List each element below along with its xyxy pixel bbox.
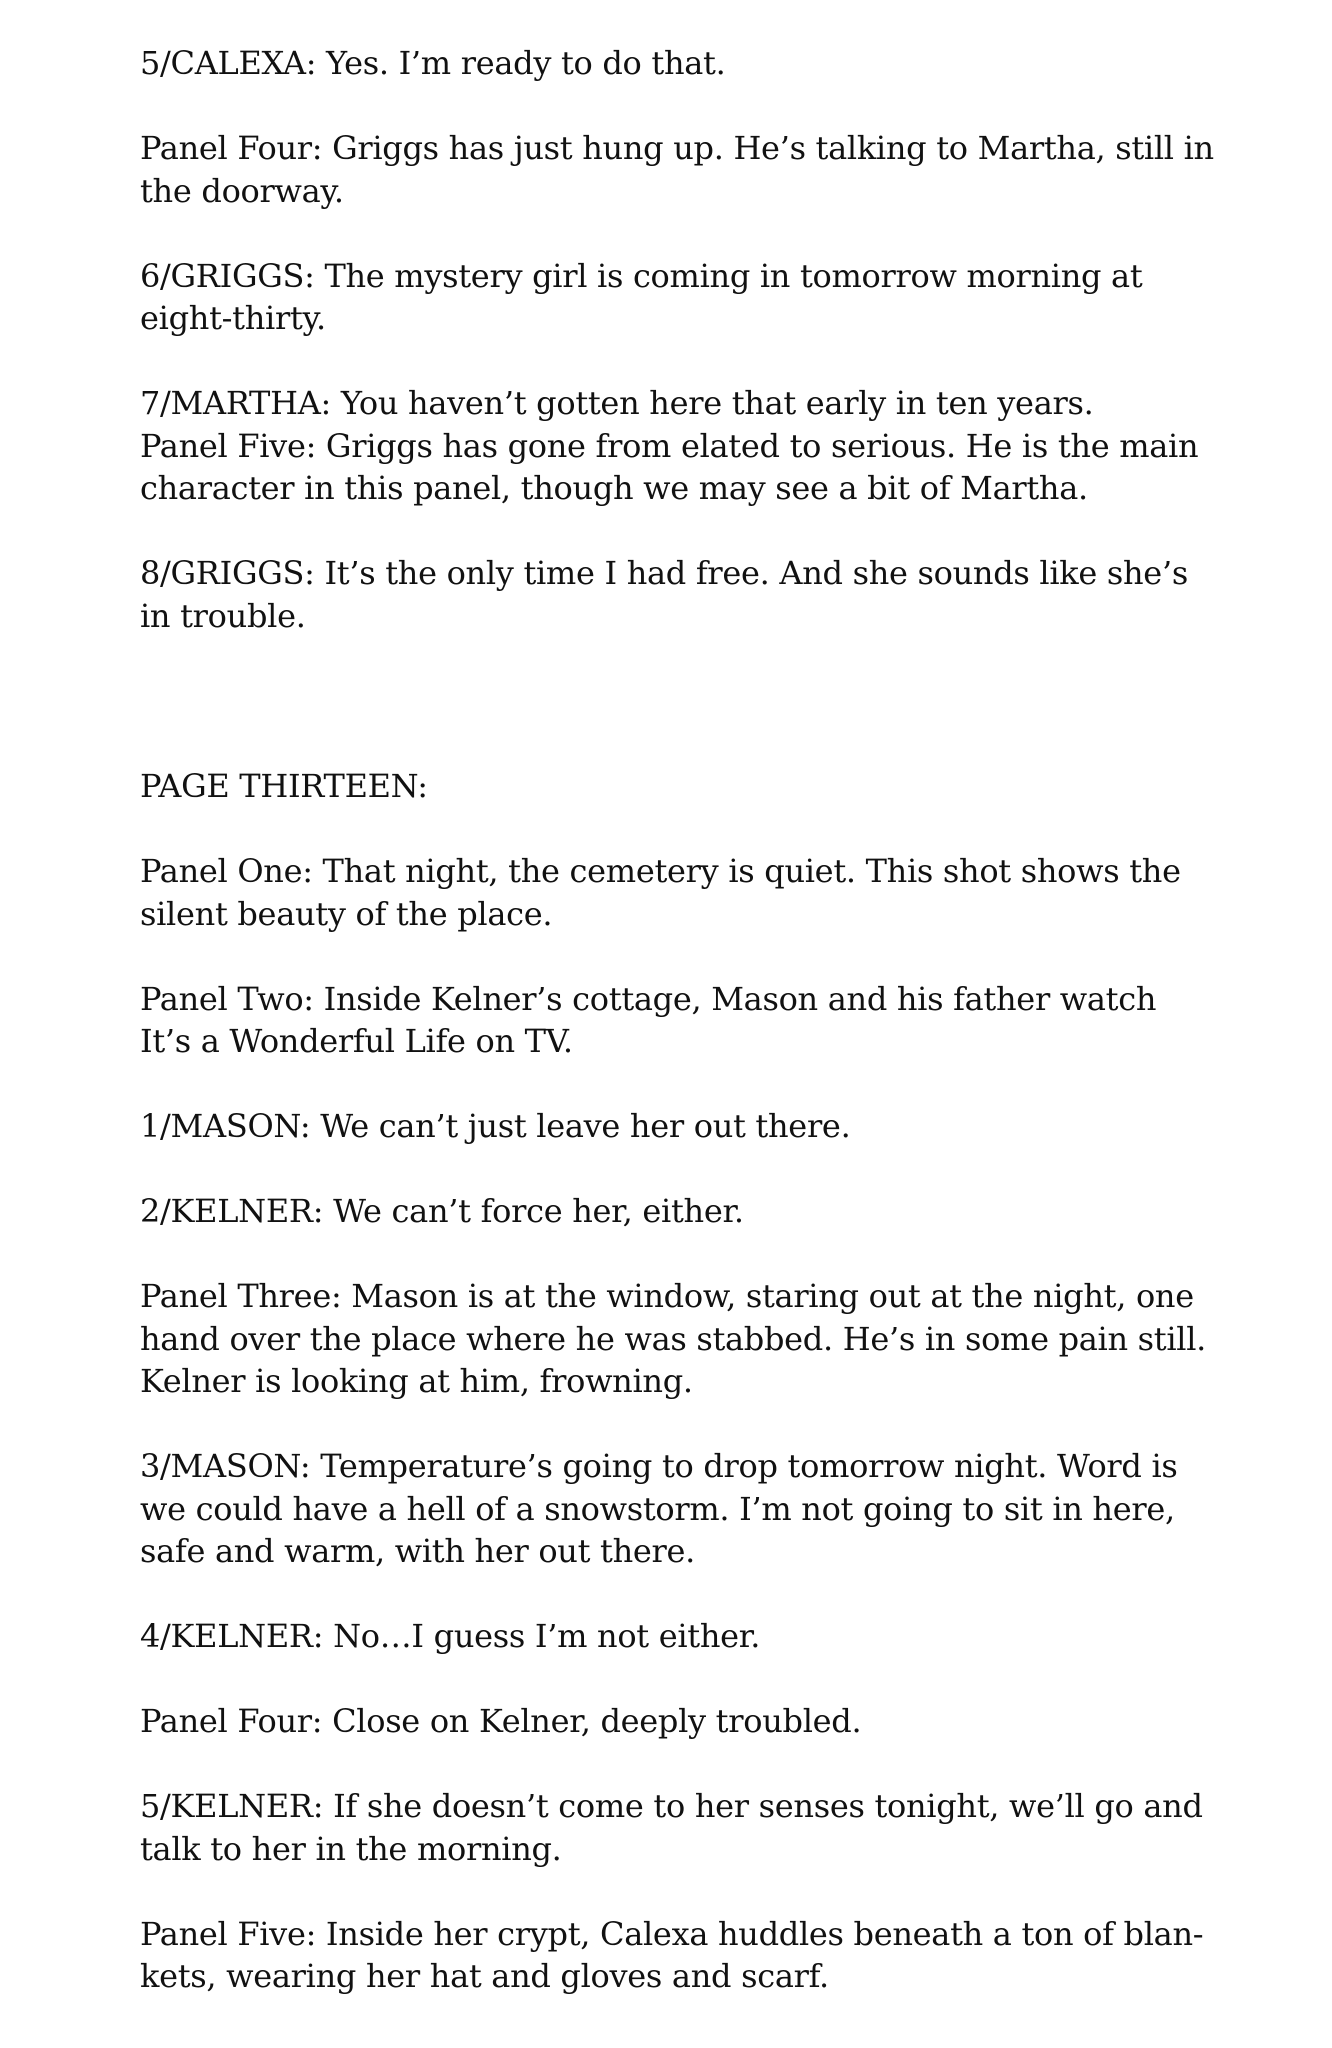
panel-two-description: [140, 978, 1290, 1063]
text-line: in trouble.: [140, 596, 306, 635]
dialogue-martha-7: [140, 382, 1290, 425]
dialogue-mason-1: [140, 1105, 1290, 1148]
text-line: 8/GRIGGS: It’s the only time I had free. And she sounds like she’s: [140, 554, 1188, 592]
text-line: talk to her in the morning.: [140, 1829, 562, 1868]
text-line: 6/GRIGGS: The mystery girl is coming in tomorrow morning at: [140, 256, 1143, 295]
panel-one-description: [140, 850, 1290, 935]
text-line: 1/MASON: We can’t just leave her out there.: [140, 1107, 851, 1145]
panel-four-description: [140, 127, 1290, 212]
dialogue-griggs-6: [140, 255, 1290, 340]
script-page: [140, 42, 1290, 2040]
panel-five-description: [140, 425, 1290, 510]
text-line: kets, wearing her hat and gloves and scarf.: [140, 1957, 829, 1995]
text-line: 7/MARTHA: You haven’t gotten here that early in ten years.: [140, 384, 1094, 422]
text-line: Panel Four: Close on Kelner, deeply troubled.: [140, 1702, 862, 1740]
dialogue-mason-3: [140, 1445, 1290, 1573]
text-line: the doorway.: [140, 171, 344, 210]
text-line: Panel Four: Griggs has just hung up. He’s talking to Martha, still in: [140, 129, 1214, 167]
panel-five-description-p13: [140, 1913, 1290, 1998]
text-line: Panel Five: Inside her crypt, Calexa huddles beneath a ton of blan-: [140, 1914, 1204, 1953]
text-line: It’s a Wonderful Life on TV.: [140, 1022, 573, 1060]
text-line: we could have a hell of a snowstorm. I’m not going to sit in here,: [140, 1489, 1175, 1528]
panel-four-description-p13: [140, 1700, 1290, 1743]
dialogue-calexa-5: [140, 42, 1290, 85]
text-line: Panel Three: Mason is at the window, staring out at the night, one: [140, 1277, 1194, 1315]
dialogue-griggs-8: [140, 552, 1290, 637]
page-heading: [140, 765, 1290, 808]
text-line: hand over the place where he was stabbed. He’s in some pain still.: [140, 1319, 1207, 1358]
text-line: 5/KELNER: If she doesn’t come to her senses tonight, we’ll go and: [140, 1787, 1203, 1825]
dialogue-kelner-4: [140, 1615, 1290, 1658]
text-line: Kelner is looking at him, frowning.: [140, 1362, 693, 1400]
dialogue-kelner-5: [140, 1785, 1290, 1870]
text-line: safe and warm, with her out there.: [140, 1532, 696, 1570]
page-heading-text: PAGE THIRTEEN:: [140, 767, 428, 805]
text-line: Panel Five: Griggs has gone from elated to serious. He is the main: [140, 426, 1199, 465]
text-line: Panel Two: Inside Kelner’s cottage, Mason and his father watch: [140, 979, 1157, 1018]
text-line: Panel One: That night, the cemetery is quiet. This shot shows the: [140, 852, 1181, 890]
text-line: eight-thirty.: [140, 299, 326, 337]
text-line: 2/KELNER: We can’t force her, either.: [140, 1192, 744, 1230]
text-line: 3/MASON: Temperature’s going to drop tomorrow night. Word is: [140, 1447, 1178, 1485]
text-line: 4/KELNER: No…I guess I’m not either.: [140, 1617, 761, 1655]
dialogue-kelner-2: [140, 1190, 1290, 1233]
text-line: character in this panel, though we may see a bit of Martha.: [140, 469, 1088, 507]
panel-three-description: [140, 1275, 1290, 1403]
text-line: silent beauty of the place.: [140, 894, 553, 933]
text-line: 5/CALEXA: Yes. I’m ready to do that.: [140, 44, 726, 82]
